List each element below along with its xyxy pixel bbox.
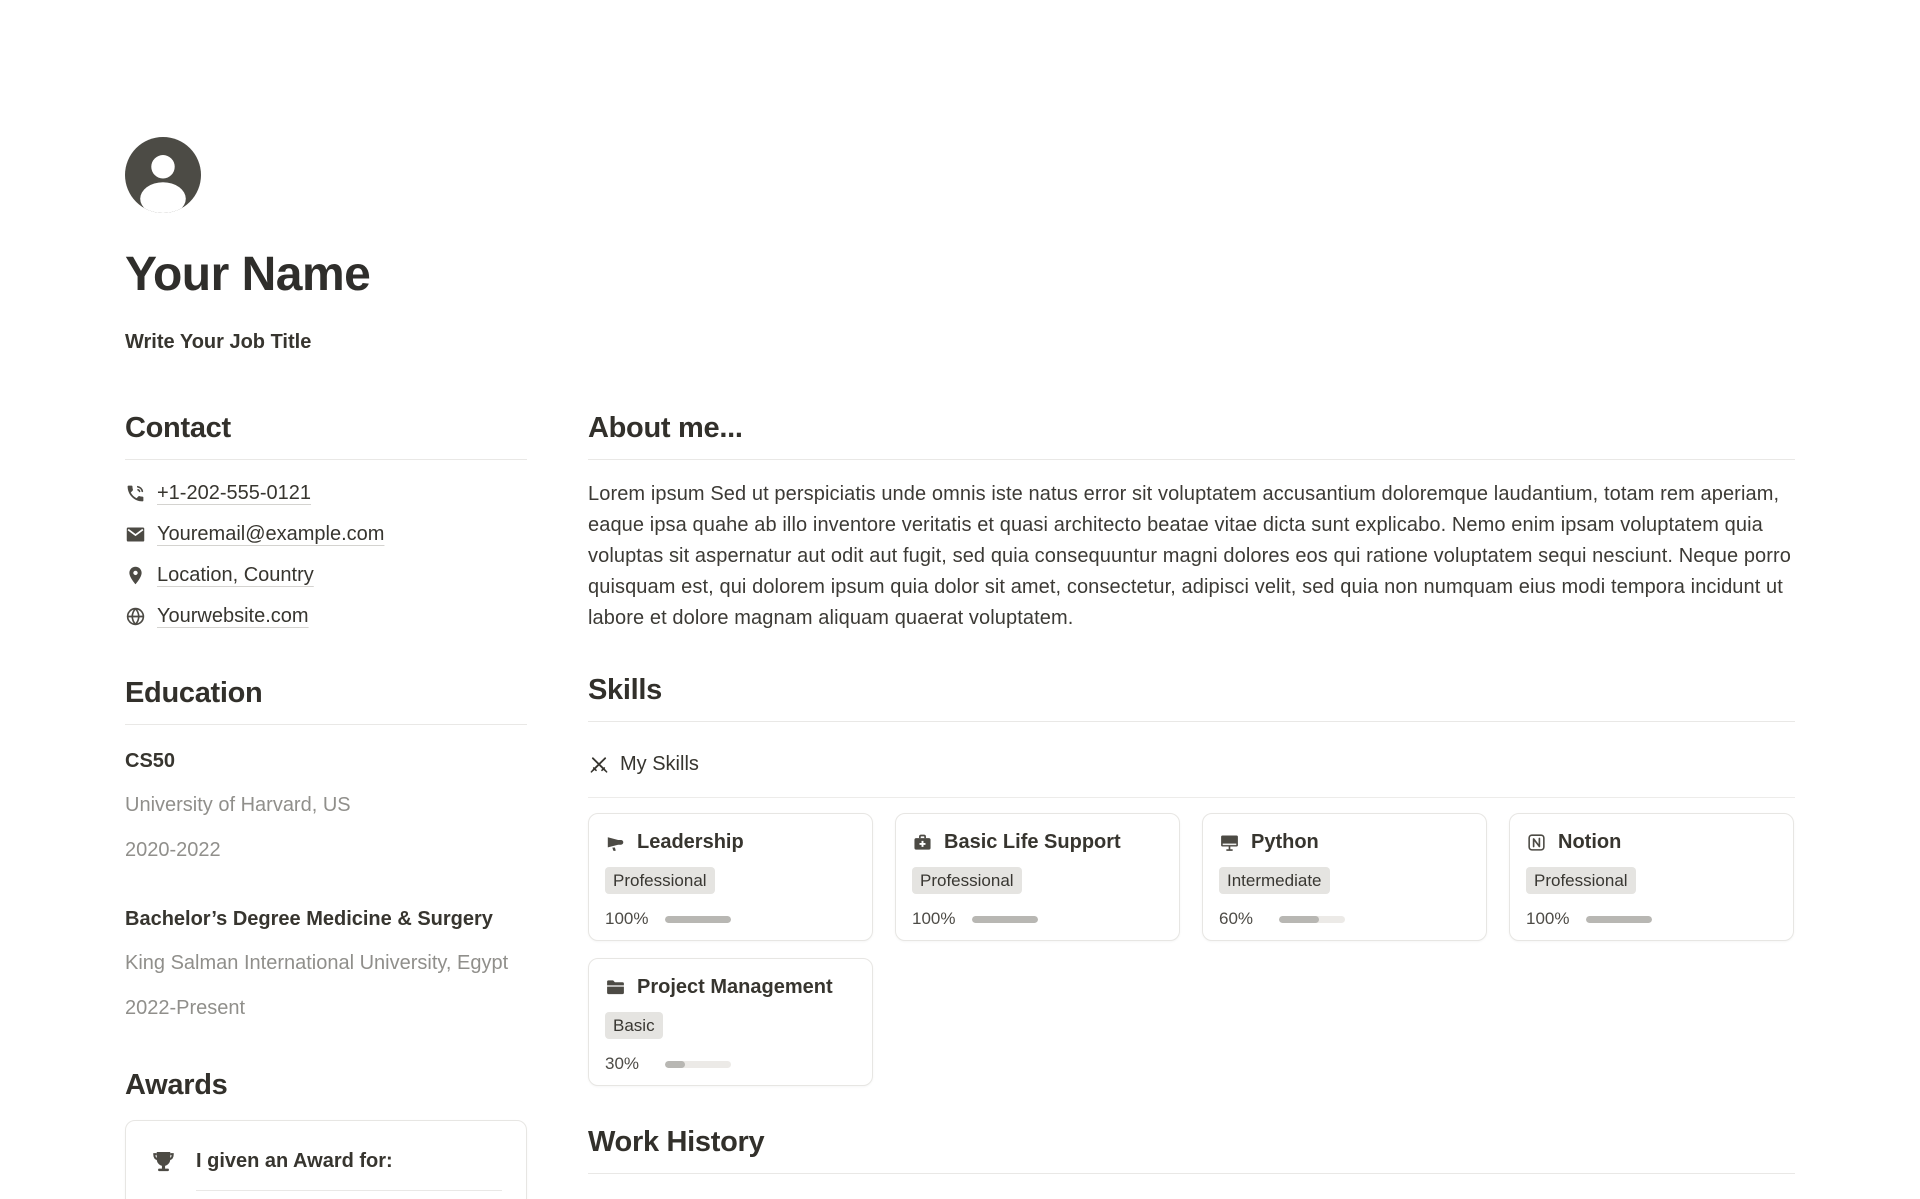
skill-percent: 100% (1526, 909, 1570, 928)
email-link[interactable]: Youremail@example.com (157, 523, 385, 545)
contact-row-website (125, 606, 527, 627)
education-period: 2022-Present (125, 997, 246, 1019)
right-column (588, 412, 1795, 1199)
skill-level-tag: Intermediate (1219, 867, 1330, 894)
education-period: 2020-2022 (125, 839, 221, 861)
skill-name: Project Management (637, 976, 833, 998)
about-section (588, 412, 1795, 634)
divider (588, 1173, 1795, 1174)
job-title: Write Your Job Title (125, 331, 312, 353)
skill-name: Basic Life Support (944, 831, 1121, 853)
contact-row-email (125, 524, 527, 545)
progress-bar (1586, 916, 1652, 923)
contact-row-phone (125, 483, 527, 504)
divider (588, 721, 1795, 722)
progress-bar-fill (1279, 916, 1319, 923)
award-label: I given an Award for: (196, 1150, 393, 1172)
education-degree: CS50 (125, 750, 176, 772)
progress-bar (972, 916, 1038, 923)
about-paragraph: Lorem ipsum Sed ut perspiciatis unde omnis iste natus error sit voluptatem accusantium doloremque laudantium, totam rem aperiam, eaque ipsa quahe ab illo inventore veritatis et quasi architecto beatae vitae dicta sunt explicabo. Nemo enim ipsam voluptatem quia voluptas sit aspernatur aut odit aut fugit, sed quia consequuntur magni dolores eos qui ratione voluptatem sequi nesciunt. Neque porro quisquam est, qui dolorem ipsum quia dolor sit amet, consectetur, adipisci velit, sed quia non numquam eius modi tempora incidunt ut labore et dolore magnam aliquam quaerat voluptatem. (588, 483, 1792, 629)
education-entry (125, 750, 527, 863)
progress-bar (665, 916, 731, 923)
skill-percent: 100% (605, 909, 649, 928)
skill-progress (605, 1054, 856, 1074)
contact-row-location (125, 565, 527, 586)
award-row (150, 1148, 502, 1175)
person-icon (125, 137, 201, 213)
skill-card-leadership[interactable] (588, 813, 873, 941)
monitor-icon (1219, 832, 1240, 853)
skill-name: Leadership (637, 831, 744, 853)
location-link[interactable]: Location, Country (157, 564, 314, 586)
skill-level-tag: Professional (1526, 867, 1636, 894)
progress-bar-fill (1586, 916, 1652, 923)
envelope-icon (125, 524, 146, 545)
contact-list (125, 483, 527, 627)
skill-level-tag: Professional (605, 867, 715, 894)
skill-name: Python (1251, 831, 1319, 853)
page-title: Your Name (125, 248, 371, 301)
folder-icon (605, 977, 626, 998)
skill-card-basic-life-support[interactable] (895, 813, 1180, 941)
skill-card-header (1526, 831, 1777, 854)
skill-card-header (605, 976, 856, 999)
awards-section (125, 1069, 527, 1199)
skills-heading: Skills (588, 674, 662, 706)
location-pin-icon (125, 565, 146, 586)
skills-card-grid (588, 813, 1795, 1086)
progress-bar (665, 1061, 731, 1068)
left-column (125, 412, 527, 1199)
globe-icon (125, 606, 146, 627)
education-section (125, 677, 527, 1021)
education-entries (125, 750, 527, 1021)
divider (588, 797, 1795, 798)
skill-level-tag: Basic (605, 1012, 663, 1039)
skill-card-python[interactable] (1202, 813, 1487, 941)
skill-progress (912, 909, 1163, 929)
skill-percent: 100% (912, 909, 956, 928)
skill-card-notion[interactable] (1509, 813, 1794, 941)
award-card (125, 1120, 527, 1199)
skills-database-title-row[interactable] (588, 753, 1795, 776)
skill-percent: 30% (605, 1054, 640, 1073)
education-degree: Bachelor’s Degree Medicine & Surgery (125, 908, 493, 930)
phone-link[interactable]: +1-202-555-0121 (157, 482, 312, 504)
about-heading: About me... (588, 412, 743, 444)
education-institution: King Salman International University, Egypt (125, 952, 509, 974)
two-column-layout (125, 412, 1920, 1199)
progress-bar-fill (665, 916, 731, 923)
contact-section (125, 412, 527, 627)
progress-bar-fill (972, 916, 1038, 923)
megaphone-icon (605, 832, 626, 853)
work-history-section (588, 1126, 1795, 1174)
skill-progress (605, 909, 856, 929)
education-heading: Education (125, 677, 263, 709)
awards-heading: Awards (125, 1069, 228, 1101)
skill-card-header (912, 831, 1163, 854)
first-aid-kit-icon (912, 832, 933, 853)
skill-card-header (1219, 831, 1470, 854)
education-entry (125, 908, 527, 1021)
skill-level-tag: Professional (912, 867, 1022, 894)
progress-bar (1279, 916, 1345, 923)
trophy-icon (150, 1148, 177, 1175)
skill-card-header (605, 831, 856, 854)
skill-name: Notion (1558, 831, 1622, 853)
divider (588, 459, 1795, 460)
contact-heading: Contact (125, 412, 231, 444)
skill-progress (1526, 909, 1777, 929)
skill-card-project-management[interactable] (588, 958, 873, 1086)
skill-percent: 60% (1219, 909, 1254, 928)
divider (125, 724, 527, 725)
divider (196, 1190, 502, 1191)
education-institution: University of Harvard, US (125, 794, 351, 816)
skills-section (588, 674, 1795, 1086)
skill-progress (1219, 909, 1470, 929)
progress-bar-fill (665, 1061, 685, 1068)
notion-logo-icon (1526, 832, 1547, 853)
divider (125, 459, 527, 460)
website-link[interactable]: Yourwebsite.com (157, 605, 309, 627)
skills-database-title[interactable]: My Skills (620, 753, 699, 775)
work-history-heading: Work History (588, 1126, 765, 1158)
phone-icon (125, 483, 146, 504)
crossed-swords-icon (588, 754, 610, 776)
